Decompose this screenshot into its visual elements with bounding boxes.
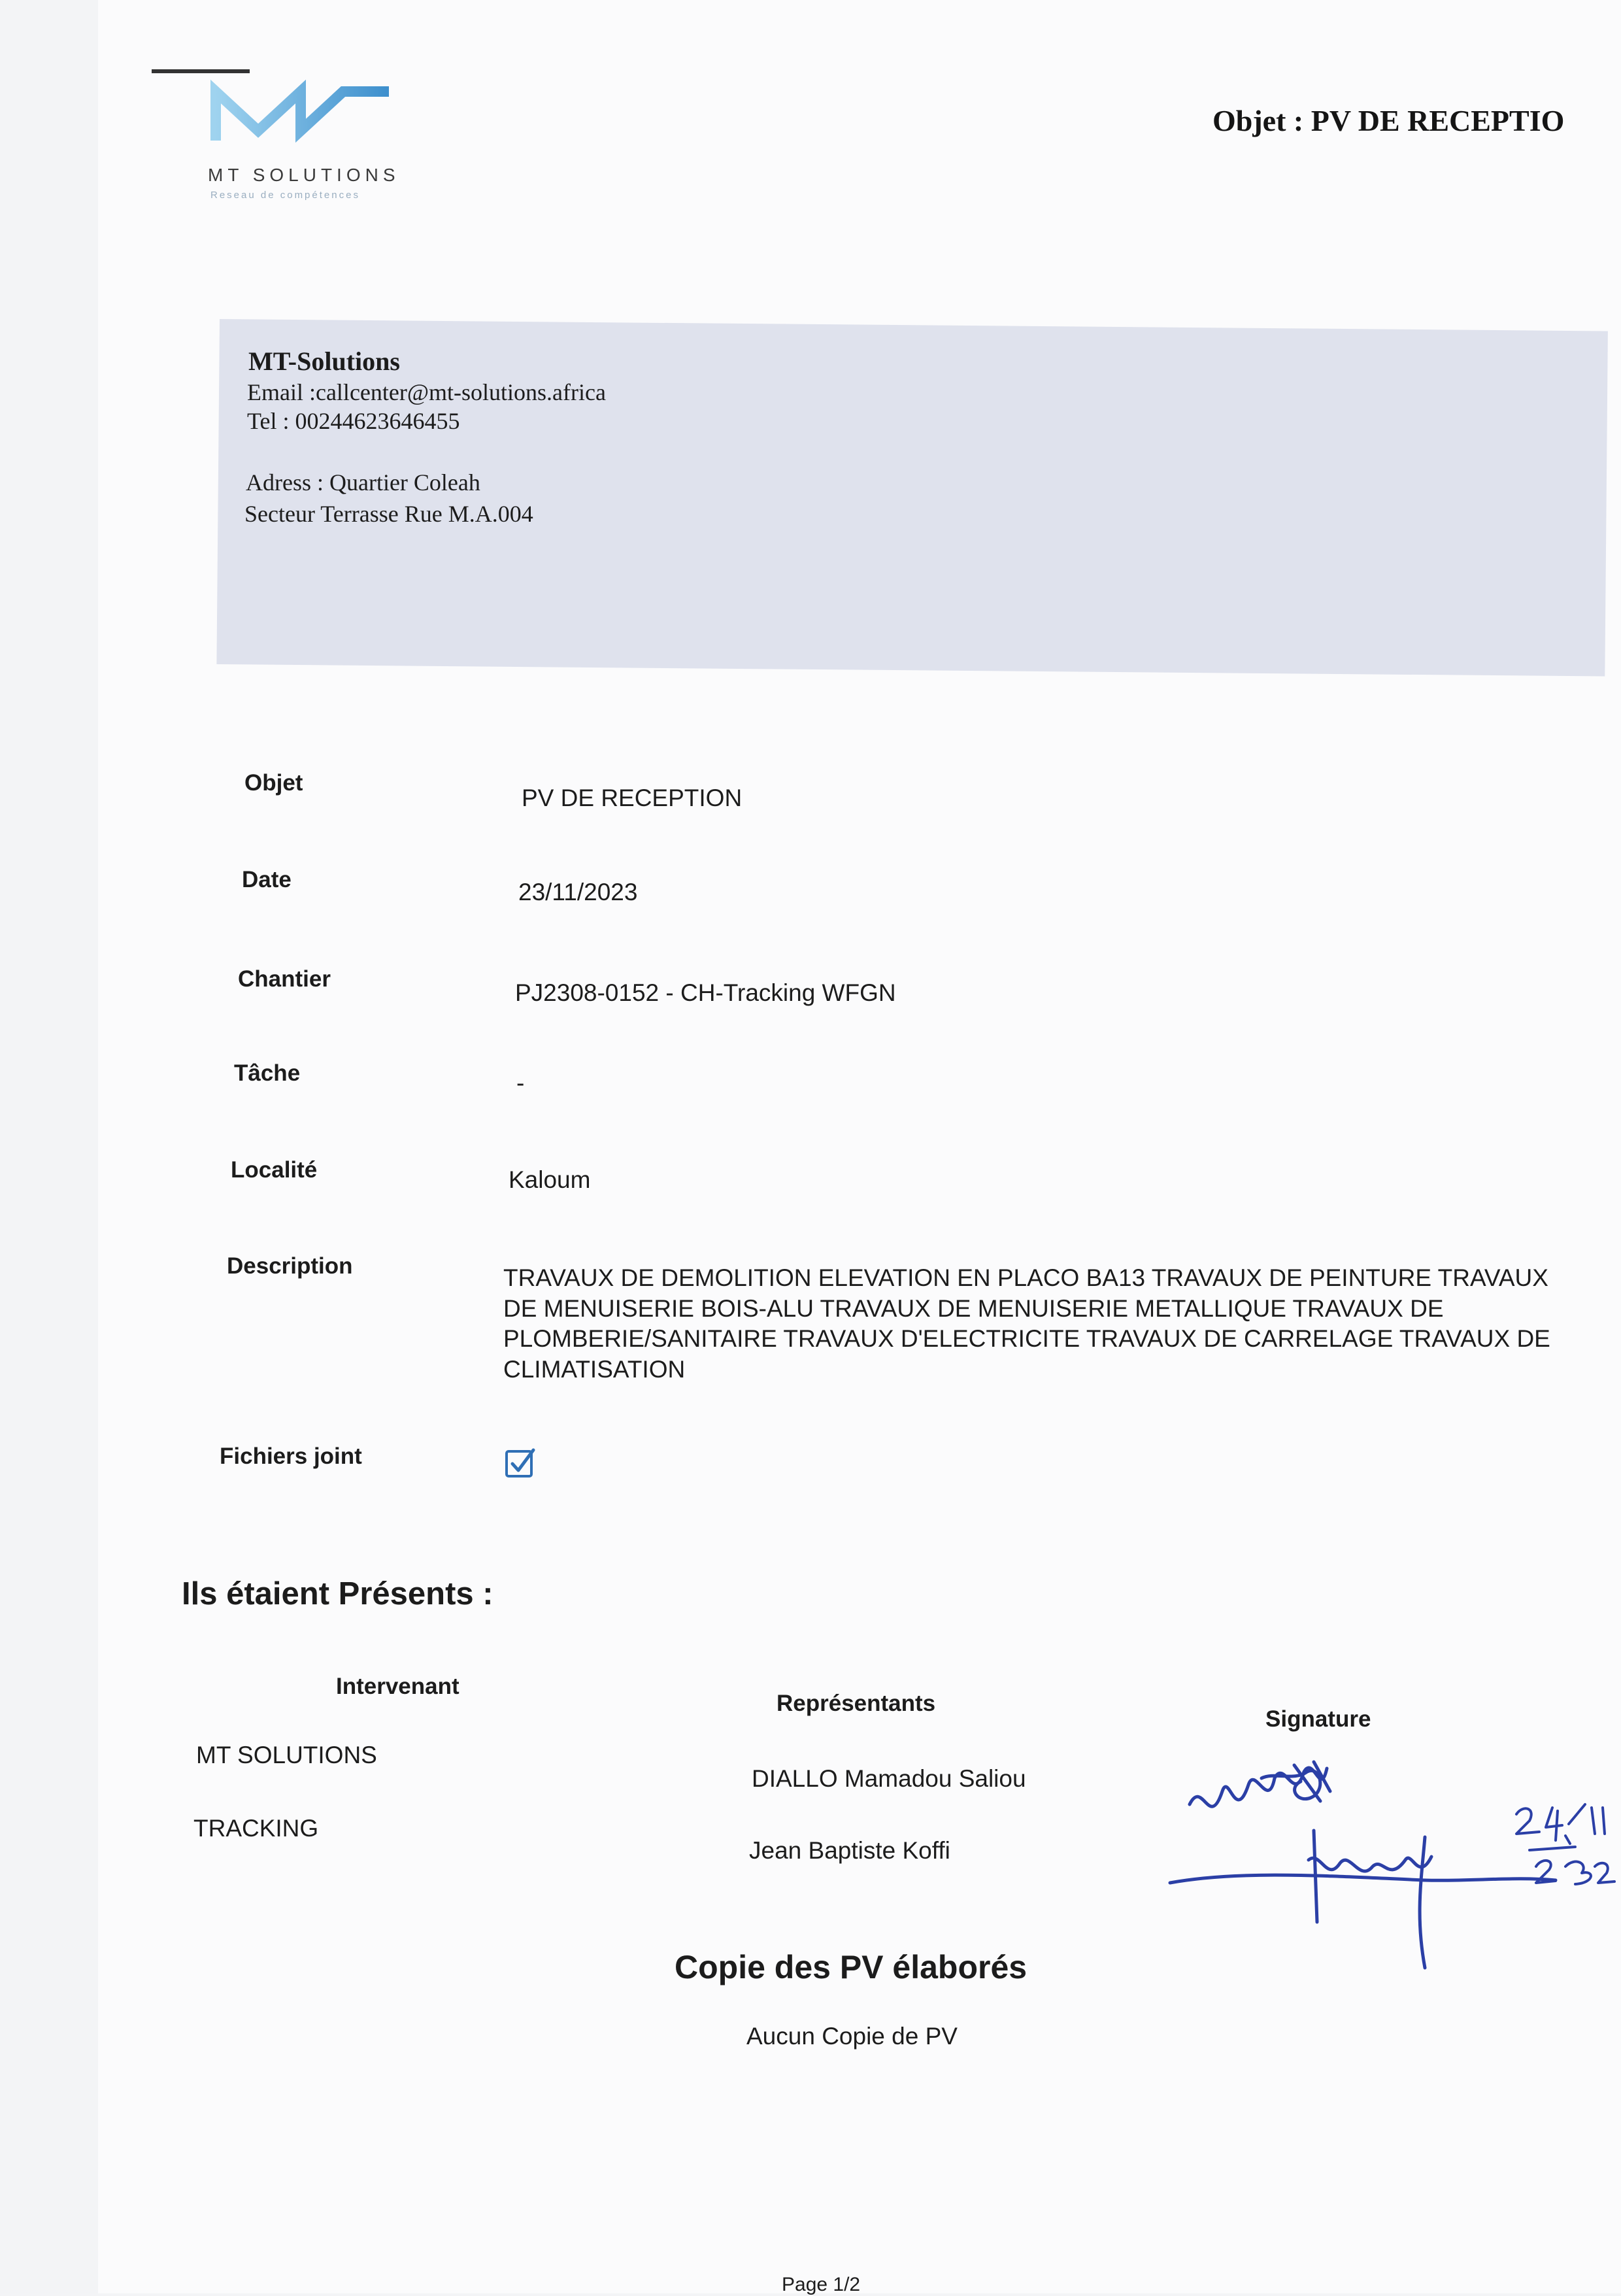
field-label-localite: Localité [231,1157,318,1183]
row2-representant: Jean Baptiste Koffi [749,1837,950,1864]
field-label-objet: Objet [244,770,303,796]
row2-intervenant: TRACKING [193,1815,319,1842]
column-header-intervenant: Intervenant [336,1674,460,1699]
field-label-date: Date [242,867,292,892]
field-label-chantier: Chantier [238,966,331,992]
page-number: Page 1/2 [782,2274,861,2295]
field-label-fichiers: Fichiers joint [220,1443,362,1469]
checkbox-checked-icon [503,1446,537,1480]
field-value-chantier: PJ2308-0152 - CH-Tracking WFGN [515,979,896,1006]
company-tel: Tel : 00244623646455 [247,408,460,434]
field-label-description: Description [227,1253,353,1279]
logo-tagline: Reseau de compétences [210,190,360,201]
document-title: Objet : PV DE RECEPTIO [1212,104,1565,137]
scan-mark [152,69,250,73]
company-email: Email :callcenter@mt-solutions.africa [247,379,606,405]
company-address-line2: Secteur Terrasse Rue M.A.004 [244,501,533,527]
presents-title: Ils étaient Présents : [182,1576,493,1612]
logo-name: MT SOLUTIONS [208,165,400,185]
company-address-line1: Adress : Quartier Coleah [246,469,480,496]
row1-intervenant: MT SOLUTIONS [196,1742,377,1768]
field-value-localite: Kaloum [509,1166,591,1193]
copies-title: Copie des PV élaborés [675,1949,1028,1985]
field-value-date: 23/11/2023 [518,879,638,905]
company-name: MT-Solutions [248,346,400,376]
signature-drawing [1163,1752,1621,1987]
row1-representant: DIALLO Mamadou Saliou [752,1765,1026,1792]
handwritten-signatures [1163,1752,1621,1991]
copies-value: Aucun Copie de PV [746,2023,958,2050]
company-header-box [216,319,1608,677]
field-value-tache: - [516,1070,525,1096]
company-logo [196,78,444,201]
fichiers-joint-checkbox[interactable] [503,1446,537,1483]
logo-mark-icon [196,78,418,150]
column-header-representants: Représentants [777,1691,936,1716]
field-label-tache: Tâche [234,1060,301,1086]
field-value-objet: PV DE RECEPTION [522,785,743,811]
column-header-signature: Signature [1265,1706,1371,1732]
field-value-description: TRAVAUX DE DEMOLITION ELEVATION EN PLACO BA13 TRAVAUX DE PEINTURE TRAVAUX DE MENUISERIE BOIS-ALU TRAVAUX DE MENUISERIE METALLIQUE TRAVAUX DE PLOMBERIE/SANITAIRE TRAVAUX D'ELECTRICITE TRAVAUX DE CARRELAGE TRAVAUX DE CLIMATISATION [503,1264,1550,1383]
